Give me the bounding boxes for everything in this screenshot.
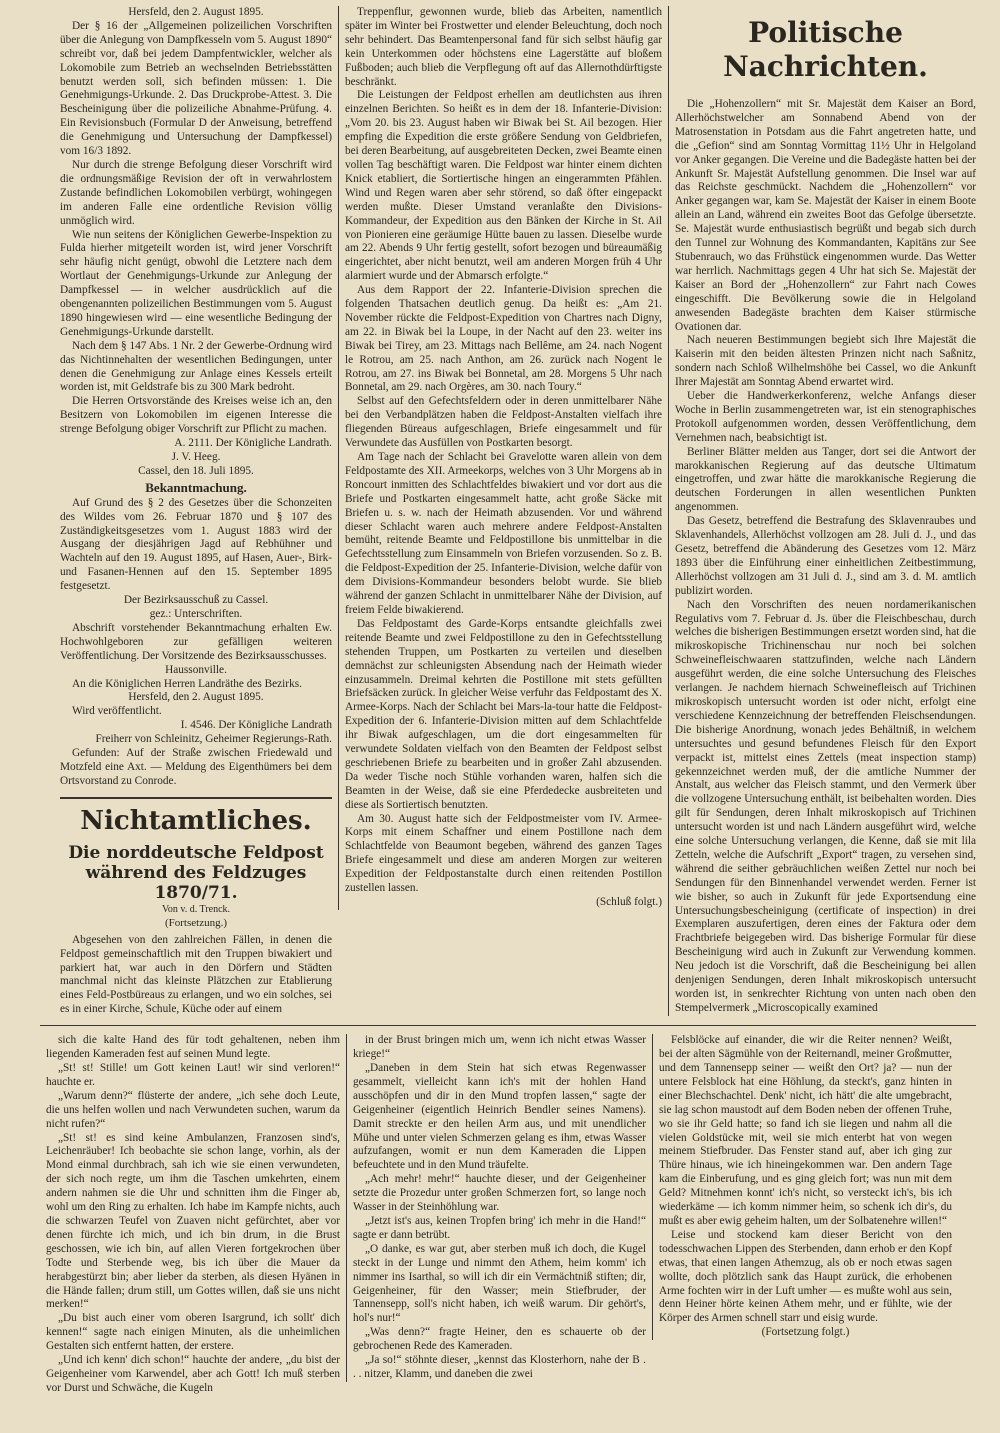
paragraph: Nach dem § 147 Abs. 1 Nr. 2 der Gewerbe-Ordnung wird das Nichtinnehalten der wesentlichen Bedingungen, unter denen die Genehmigung zur Anlage eines Kessels erteilt worden ist, mit Geldstrafe bis zu 300 Mark bedroht.: [60, 339, 332, 394]
column-feldpost-intro: [60, 934, 332, 1017]
paragraph: J. V. Heeg.: [171, 451, 221, 463]
section-heading-nonofficial: Nichtamtliches.: [60, 797, 332, 837]
paragraph: in der Brust bringen mich um, wenn ich nicht etwas Wasser kriege!“: [353, 1034, 646, 1061]
article-header: [60, 843, 332, 930]
paragraph: gez.: Unterschriften.: [149, 607, 243, 620]
paragraph: „O danke, es war gut, aber sterben muß ich doch, die Kugel steckt in der Lunge und nimmt den Athem, heim komm' ich nimmer ins Isarthal, so will ich dir ein Vermächtniß stiften; dir, Geigenheiner, für den Wasser; mein Stiefbruder, der Tannensepp, soll's nicht haben, ich weiß warum. Dir gehört's, hol's nur!“: [353, 1242, 646, 1325]
paragraph: „Warum denn?“ flüsterte der andere, „ich sehe doch Leute, die uns helfen wollen und nach Verwundeten suchen, warum da nicht rufen?“: [46, 1089, 340, 1130]
paragraph: Nur durch die strenge Befolgung dieser Vorschrift wird die ordnungsmäßige Revision der oft in verwahrlostem Zustande befindlichen Lokomobilen verbürgt, wohingegen im anderen Falle eine ordentliche Revision völlig unmöglich wird.: [60, 158, 332, 227]
paragraph: „Ja so!“ stöhnte dieser, „kennst das Klosterhorn, nahe der B . . . nitzer, Klamm, und daneben die zwei: [353, 1354, 646, 1380]
article-continuation: (Fortsetzung.): [164, 916, 227, 929]
paragraph: Leise und stockend kam dieser Bericht von den todesschwachen Lippen des Sterbenden, dann erhob er den Kopf etwas, that einen langen Athemzug, als ob er noch etwas sagen wollte, doch plötzlich sank das Haupt zurück, die erhobenen Arme fochten wirr in der Luft umher — es mußte wohl aus sein, denn Heiner hörte keinen Athem mehr, und er fühlte, wie der Körper des Armen schnell starr und eisig wurde.: [659, 1228, 952, 1325]
paragraph: Abschrift vorstehender Bekanntmachung erhalten Ew. Hochwohlgeboren zur gefälligen weiteren Veröffentlichung. Der Vorsitzende des Bezirksausschusses.: [60, 621, 332, 662]
paragraph: Am Tage nach der Schlacht bei Gravelotte waren allein von dem Feldpostamte des XII. Armeekorps, welches von 3 Uhr Morgens ab in Roncourt inmitten des Schlachtfeldes biwakiert und vor dort aus die Briefe und Postkarten eingesammelt hatte, acht große Säcke mit Briefen u. s. w. nach der Heimath abzusenden. Vor und während dieser Schlacht waren auch mehrere andere Feldpost-Anstalten bemüht, reitende Beamte und Feldpostillone bis unmittelbar in die Gefechtsstellung zum Einsammeln von Briefen vorzusenden. So z. B. die Feldpost-Expedition der 25. Infanterie-Division, welche dafür von dem Divisions-Kommandeur besonders belobt wurde. Sie blieb während der ganzen Schlacht in unmittelbarer Nähe der Division, auf freiem Felde biwakierend.: [345, 451, 662, 616]
paragraph: Die „Hohenzollern“ mit Sr. Majestät dem Kaiser an Bord, Allerhöchstwelcher am Sonnabend Abend von der Matrosenstation in Potsdam aus die Fahrt angetreten hatte, und die „Gefion“ sind am Sonntag Vormittag 11½ Uhr in Helgoland vor Anker gegangen. Die Vereine und die Badegäste hatten bei der Ankunft Sr. Majestät Aufstellung genommen. Die Insel war auf das Reichste geschmückt. Nachdem die „Hohenzollern“ vor Anker gegangen war, kam Se. Majestät der Kaiser in einem Boote allein an Land, während ein zweites Boot das Gefolge übersetzte. Se. Majestät wurde enthusiastisch begrüßt und begab sich durch den Tunnel zur Wohnung des Kommandanten, Kapitäns zur See Stubenrauch, wo das Frühstück eingenommen wurde. Das Wetter war herrlich. Nachmittags gegen 4 Uhr hat sich Se. Majestät der Kaiser an Bord der „Hohenzollern“ zur Fahrt nach Cowes eingeschifft. Die Bevölkerung sowie die in Helgoland anwesenden Badegäste brachten dem Kaiser stürmische Ovationen dar.: [675, 98, 976, 333]
paragraph: Am 30. August hatte sich der Feldpostmeister vom IV. Armee-Korps mit einem Schaffner und einem Postillone nach dem Schlachtfelde von Beaumont begeben, während des ganzen Tages Briefe eingesammelt und diese am anderen Morgen zur weiteren Expedition der Feldpostanstalte durch einen reitenden Postillon zustellen lassen.: [345, 812, 662, 895]
paragraph: „Ach mehr! mehr!“ hauchte dieser, und der Geigenheiner setzte die Prozedur unter großen Schmerzen fort, so lange noch Wasser in der Steinhöhlung war.: [353, 1173, 646, 1214]
paragraph: Ueber die Handwerkerkonferenz, welche Anfangs dieser Woche in Berlin zusammengetreten war, ist ein stenographisches Protokoll aufgenommen worden, dessen Veröffentlichung, dem Vernehmen nach, beabsichtigt ist.: [675, 390, 976, 444]
paragraph: Bekanntmachung.: [145, 479, 247, 495]
paragraph: Das Feldpostamt des Garde-Korps entsandte gleichfalls zwei reitende Beamte und zwei Feldpostillone zu den in Gefechtsstellung stehenden Truppen, um Postkarten zu verteilen und dieselben demnächst zur schleunigsten Absendung nach der Heimath wieder einzusammeln. Dreimal kehrten die Postillone mit stets gefüllten Briefsäcken zurück. In gleicher Weise verfuhr das Feldpostamt des X. Armee-Korps. Nach der Schlacht bei Mars-la-tour hatte die Feldpost-Expedition der 6. Infanterie-Division mitten auf dem Schlachtfelde ihr Biwak aufgeschlagen, um die dort eingesammelten für verwundete Soldaten vielfach von den Beamten der Feldpost selbst geschriebenen Briefe zu bearbeiten und in großer Zahl abzusenden. Da weder Tische noch Stühle vorhanden waren, halfen sich die Beamten in der Weise, daß sie eine Pferdedecke ausbreiteten und diese als Sortiertisch benutzten.: [345, 617, 662, 811]
paragraph: Hersfeld, den 2. August 1895.: [128, 6, 264, 18]
column-middle: [338, 6, 668, 910]
paragraph: Wird veröffentlicht.: [72, 705, 162, 718]
column-left: [60, 6, 338, 1017]
paragraph: Selbst auf den Gefechtsfeldern oder in deren unmittelbarer Nähe bei den Verbandplätzen haben die Feldpost-Anstalten vielfach ihre fliegenden Büreaus aufgeschlagen, Briefe eingesammelt und für Verwundete das Ausfüllen von Postkarten besorgt.: [345, 395, 662, 450]
paragraph: Berliner Blätter melden aus Tanger, dort sei die Antwort der marokkanischen Regierung auf das deutsche Ultimatum eingetroffen, und zwar hätte die marokkanische Regierung die deutschen Forderungen in allen wesentlichen Punkten angenommen.: [675, 445, 976, 514]
paragraph: Felsblöcke auf einander, die wir die Reiter nennen? Weißt, bei der alten Sägmühle von der Reiternandl, meiner Großmutter, und dem Tannensepp seiner — weißt den Ort? ja? — nun der untere Felsblock hat eine Höhlung, da steckt's, ganz hinten in einer Blechschachtel. Denk' nicht, ich hätt' die alte umgebracht, sie lag schon maustodt auf dem Boden neben der offenen Truhe, wo sie ihr Geld hatte; so fand ich sie liegen und nahm all die vielen Goldstücke mit, weil sie mich enterbt hat von wegen meinem Stiefbruder. Das Fenster stand auf, aber ich ging zur Thüre hinaus, wie ich hineingekommen war. Den andern Tage kam die Einberufung, und es ging gleich fort; was nun mit dem Geld? Mitnehmen konnt' ich's nicht, so versteckt ich's, bis ich wiederkäme — ich komm nimmer heim, so schenk ich dir's, du mußt es aber ewig geheim halten, um der Solbatenehre willen!“: [659, 1034, 952, 1227]
paragraph: Haussonville.: [165, 663, 227, 676]
column-right: [668, 6, 976, 1016]
paragraph: „Daneben in dem Stein hat sich etwas Regenwasser gesammelt, vielleicht kann ich's mit der hohlen Hand ausschöpfen und dir in den Mund tropfen lassen,“ sagte der Geigenheiner (eigentlich Heinrich Bendler seines Namens). Damit streckte er den heilen Arm aus, und mit unendlicher Mühe und unter vielen Schmerzen gelang es ihm, etwas Wasser aufzufangen, womit er nun dem Kameraden die Lippen befeuchtete und in den Mund träufelte.: [353, 1062, 646, 1172]
paragraph: Aus dem Rapport der 22. Infanterie-Division sprechen die folgenden Thatsachen deutlich genug. Da heißt es: „Am 21. November rückte die Feldpost-Expedition von Chartres nach Digny, am 22. in Biwak bei la Loupe, in der Nacht auf den 23. weiter ins Biwak bei Tirey, am 23. Mittags nach Bellême, am 24. nach Nogent le Rotrou, am 25. nach Anthon, am 26. zurück nach Nogent le Rotrou, am 27. ins Biwak bei Bonnetal, am 28. Morgens 5 Uhr nach Bonnetal, am 29. nach Orgères, am 30. nach Toury.“: [345, 284, 662, 394]
paragraph: (Fortsetzung folgt.): [761, 1326, 850, 1339]
paragraph: Wie nun seitens der Königlichen Gewerbe-Inspektion zu Fulda hierher mitgeteilt worden ist, wird jener Vorschrift sehr häufig nicht genügt, obwohl die Letztere nach dem Wortlaut der Genehmigungs-Urkunde zur Anlegung der Dampfkessel — in welcher ausdrücklich auf die obengenannten polizeilichen Bestimmungen vom 5. August 1890 hingewiesen wird — eine wesentliche Bedingung der Genehmigungs-Urkunde darstellt.: [60, 228, 332, 338]
paragraph: Nach den Vorschriften des neuen nordamerikanischen Regulativs vom 7. Februar d. Js. über die Fleischbeschau, durch welches die bisherigen Bestimmungen ersetzt worden sind, hat die mikroskopische Trichinenschau nur noch bei solchen Schweinefleischwaaren stattzufinden, welche nach Ländern ausgeführt werden, die eine solche Untersuchung des Fleisches verlangen. Je nachdem hiernach Schweinefleisch auf Trichinen mikroskopisch untersucht worden ist oder nicht, erfolgt eine verschiedene Kennzeichnung der betreffenden Fleischsendungen. Die bisherige Anordnung, wonach jedes Behältniß, in welchem untersuchtes und gesund befundenes Fleisch für den Export verpackt ist, mittelst eines Zettels (meat inspection stamp) gekennzeichnet werden muß, der die amtliche Nummer der Anstalt, aus welcher das Fleisch stammt, und den Vermerk über die vollzogene Untersuchung enthält, ist beibehalten worden. Dies gilt für Sendungen, deren Inhalt mikroskopisch auf Trichinen untersucht worden ist und nach Ländern ausgeführt wird, welche eine solche Untersuchung verlangen, die Kenne, daß sie mit lila Zetteln, welche die Aufschrift „Export“ tragen, zu versehen sind, während die seither gebräuchlichen weißen Zettel nur noch bei Sendungen für den Binnenhandel verwendet werden. Ferner ist wie bisher, so auch in Zukunft für jede Exportsendung eine Untersuchungsbescheinigung (certificate of inspection) in drei Exemplaren auszufertigen, deren eines der Faktura oder dem Frachtbriefe beigegeben wird. Das bisherige Formular für diese Bescheinigung wird auch in Zukunft zur Verwendung kommen. Neu jedoch ist die Vorschrift, daß die Bescheinigung bei allen denjenigen Sendungen, deren Inhalt mikroskopisch untersucht worden ist, in senkrechter Richtung von unten nach oben den Stempelvermerk „Microscopically examined: [675, 598, 976, 1014]
paragraph: Der § 16 der „Allgemeinen polizeilichen Vorschriften über die Anlegung von Dampfkesseln vom 5. August 1890“ schreibt vor, daß bei jedem Dampfentwickler, welcher als Lokomobile zum Betrieb an wechselnden Betriebsstätten benutzt werden soll, sich befinden müssen: 1. Die Genehmigungs-Urkunde. 2. Das Druckprobe-Attest. 3. Die Bescheinigung über die polizeiliche Abnahme-Prüfung. 4. Ein Revisionsbuch (Formular D der Anweisung, betreffend die Genehmigung und Untersuchung der Dampfkessel) vom 16/3 1892.: [60, 19, 332, 158]
paragraph: Die Herren Ortsvorstände des Kreises weise ich an, den Besitzern von Lokomobilen im eigenen Interesse die strenge Befolgung obiger Vorschrift zur Pflicht zu machen.: [60, 395, 332, 436]
paragraph: Cassel, den 18. Juli 1895.: [138, 464, 254, 477]
paragraph: Die Leistungen der Feldpost erhellen am deutlichsten aus ihren einzelnen Berichten. So heißt es in dem der 18. Infanterie-Division: „Vom 20. bis 23. August haben wir Biwak bei St. Ail bezogen. Hier empfing die Expedition die erste größere Sendung von Geldbriefen, bei deren Bearbeitung, auf ausgebreiteten Decken, zwei Beamte einen vollen Tag beschäftigt waren. Die Feldpost war hinter einem dichten Knick etabliert, die Sortiertische hingen an eingerammten Pfählen. Wind und Regen waren aber sehr störend, so daß öfter eingepackt werden mußte. Dieser Umstand veranlaßte den Divisions-Kommandeur, der Expedition aus den Bänken der Kirche in St. Ail von Pionieren eine geräumige Hütte bauen zu lassen. Dieselbe wurde am 22. Abends 9 Uhr fertig gestellt, sofort bezogen und büreaumäßig eingerichtet, aber nicht benutzt, weil am anderen Morgen früh 4 Uhr alarmiert wurde und der Abmarsch erfolgte.“: [345, 89, 662, 283]
paragraph: A. 2111. Der Königliche Landrath.: [174, 437, 332, 450]
paragraph: Nach neueren Bestimmungen begiebt sich Ihre Majestät die Kaiserin mit den beiden ältesten Prinzen nicht nach Saßnitz, sondern nach Schloß Wilhelmshöhe bei Cassel, wo die Ankunft Ihrer Majestät am Sonntag Abend erwartet wird.: [675, 334, 976, 389]
column-story-2: [346, 1034, 652, 1382]
paragraph: „Jetzt ist's aus, keinen Tropfen bring' ich mehr in die Hand!“ sagte er dann betrübt.: [353, 1214, 646, 1241]
section-heading-politics: Politische Nachrichten.: [723, 16, 928, 83]
article-title: Die norddeutsche Feldpost während des Feldzuges 1870/71.: [68, 842, 324, 903]
top-section: [60, 6, 976, 1017]
paragraph: „Was denn?“ fragte Heiner, den es schauerte ob der gebrochenen Rede des Kameraden.: [353, 1326, 646, 1353]
paragraph: Auf Grund des § 2 des Gesetzes über die Schonzeiten des Wildes vom 26. Februar 1870 und § 107 des Zuständigkeitsgesetzes vom 1. August 1883 wird der Ausgang der diesjährigen Jagd auf Rebhühner und Wachteln auf den 19. August 1895, auf Hasen, Auer-, Birk- und Fasanen-Hennen auf den 15. September 1895 festgesetzt.: [60, 496, 332, 593]
paragraph: Das Gesetz, betreffend die Bestrafung des Sklavenraubes und Sklavenhandels, Allerhöchst vollzogen am 28. Juli d. J., und das Gesetz, betreffend die Abänderung des Gesetzes vom 12. März 1893 über die Einführung einer einheitlichen Zeitbestimmung, Allerhöchst vollzogen am 31 Juli d. J., sind am 3. d. M. amtlich publizirt worden.: [675, 515, 976, 597]
paragraph: Gefunden: Auf der Straße zwischen Friedewald und Motzfeld eine Axt. — Meldung des Eigenthümers bei dem Ortsvorstand zu Conrode.: [60, 747, 332, 787]
paragraph: „Und ich kenn' dich schon!“ hauchte der andere, „du bist der Geigenheiner vom Karwendel, aber ach Gott! Ich muß sterben vor Durst und Schwäche, die Kugeln: [46, 1354, 340, 1394]
column-story-1: [40, 1034, 346, 1396]
paragraph: Der Bezirksausschuß zu Cassel.: [123, 594, 269, 607]
column-story-3: [652, 1034, 958, 1340]
column-feldpost-article: [345, 6, 662, 910]
paragraph: (Schluß folgt.): [596, 896, 662, 908]
paragraph: An die Königlichen Herren Landräthe des Bezirks.: [72, 677, 302, 690]
paragraph: I. 4546. Der Königliche Landrath: [180, 719, 332, 732]
bottom-section: [40, 1025, 976, 1396]
paragraph: „Du bist auch einer vom oberen Isargrund, ich sollt' dich kennen!“ sagte nach einigen Minuten, als die unheimlichen Gestalten sich entfernt hatten, der erstere.: [46, 1312, 340, 1353]
paragraph: „St! st! es sind keine Ambulanzen, Franzosen sind's, Leichenräuber! Ich beobachte sie schon lange, vorhin, als der Mond einmal durchbrach, sah ich wie sie einen verwundeten, der sich noch regte, um ihm die Taschen umkehrten, einem andern nahmen sie die Uhr und schnitten ihm die Finger ab, wohl um den Ring zu erhalten. Ich habe im Kampfe nichts, auch die schwarzen Teufel von Zuaven nicht gefürchtet, aber vor denen fürchte ich mich, und ich bin drum, in die Brust geschossen, wie ich bin, auf allen Vieren fortgekrochen über Todte und Sterbende weg, bis ich über die Mauer da herabgestürzt bin; aber lieber da sterben, als diesen Hyänen in die Hände fallen; drum still, um Gottes willen, daß sie uns nicht merken!“: [46, 1131, 340, 1311]
paragraph: Hersfeld, den 2. August 1895.: [128, 691, 264, 704]
paragraph: Abgesehen von den zahlreichen Fällen, in denen die Feldpost gemeinschaftlich mit den Truppen biwakiert und parkiert hat, war auch in den Dörfern und Städten manchmal nicht das kleinste Plätzchen zur Etablierung eines Feld-Postbüreaus zu erlangen, und wo ein solches, sei es in einer Kirche, Schule, Küche oder auf einem: [60, 933, 332, 1016]
paragraph: sich die kalte Hand des für todt gehaltenen, neben ihm liegenden Kameraden fest auf seinen Mund legte.: [46, 1034, 340, 1061]
paragraph: Freiherr von Schleinitz, Geheimer Regierungs-Rath.: [95, 733, 332, 746]
paragraph: Treppenflur, gewonnen wurde, blieb das Arbeiten, namentlich später im Winter bei Frostwetter und elender Beleuchtung, doch noch sehr behindert. Das Beamtenpersonal fand für sich selbst häufig gar kein Unterkommen oder höchstens eine Lagerstätte auf bloßem Fußboden; auch blieb die Verpflegung oft auf das Allernothdürftigste beschränkt.: [345, 6, 662, 88]
column-official-notices: [60, 6, 332, 789]
paragraph: „St! st! Stille! um Gott keinen Laut! wir sind verloren!“ hauchte er.: [46, 1062, 340, 1088]
column-politics: [675, 98, 976, 1016]
article-author: Von v. d. Trenck.: [161, 903, 231, 915]
